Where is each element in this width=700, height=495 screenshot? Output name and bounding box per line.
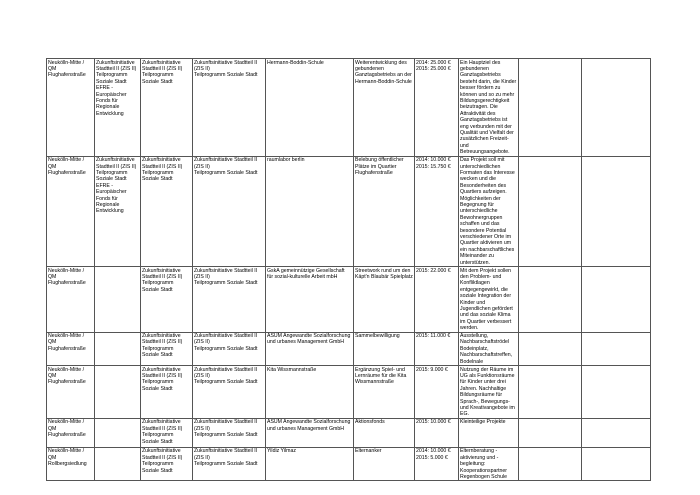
empty-cell	[582, 366, 651, 419]
project-title-cell: Sammelbewilligung	[354, 332, 415, 366]
district-cell: Neukölln-Mitte / QM Flughafenstraße	[47, 418, 95, 447]
empty-cell	[519, 267, 582, 333]
sub-program-cell: Zukunftsinitiative Stadtteil II (ZIS II) Teilprogramm Soziale Stadt	[193, 59, 266, 157]
empty-cell	[582, 59, 651, 157]
description-cell: Ausstellung, Nachbarschaftströdel Bodeinplatz, Nachbarschaftstreffen, Bodelnale	[459, 332, 519, 366]
organization-cell: ASUM Angewandte Sozialforschung und urbanes Management GmbH	[266, 418, 354, 447]
empty-cell	[519, 418, 582, 447]
description-cell: Elternberatung - aktivierung und -begleitung: Kooperationspartner Regenbogen Schule	[459, 447, 519, 481]
funding-table	[46, 58, 651, 481]
district-cell: Neukölln-Mitte / QM Flughafenstraße	[47, 267, 95, 333]
organization-cell: raumlabor berlin	[266, 156, 354, 266]
empty-cell	[582, 418, 651, 447]
program-cell	[95, 366, 141, 419]
funding-program-cell: Zukunftsinitiative Stadtteil II (ZIS II) Teilprogramm Soziale Stadt	[141, 418, 193, 447]
sub-program-cell: Zukunftsinitiative Stadtteil II (ZIS II) Teilprogramm Soziale Stadt	[193, 332, 266, 366]
project-title-cell: Weiterentwicklung des gebundenen Ganztagsbetriebs an der Hermann-Boddin-Schule	[354, 59, 415, 157]
district-cell: Neukölln-Mitte / QM Rollbergsiedlung	[47, 447, 95, 481]
table-row	[47, 332, 651, 366]
empty-cell	[582, 267, 651, 333]
amount-cell: 2015: 22.000 €	[415, 267, 459, 333]
amount-cell: 2014: 25.000 € 2015: 25.000 €	[415, 59, 459, 157]
empty-cell	[519, 156, 582, 266]
district-cell: Neukölln-Mitte / QM Flughafenstraße	[47, 59, 95, 157]
funding-program-cell: Zukunftsinitiative Stadtteil II (ZIS II) Teilprogramm Soziale Stadt	[141, 59, 193, 157]
sub-program-cell: Zukunftsinitiative Stadtteil II (ZIS II) Teilprogramm Soziale Stadt	[193, 156, 266, 266]
organization-cell: GskA gemeinnützige Gesellschaft für sozial-kulturelle Arbeit mbH	[266, 267, 354, 333]
funding-program-cell: Zukunftsinitiative Stadtteil II (ZIS II) Teilprogramm Soziale Stadt	[141, 267, 193, 333]
program-cell: Zukunftsinitiative Stadtteil II (ZIS II) Teilprogramm Soziale Stadt EFRE - Europäischer Fonds für Regionale Entwicklung	[95, 59, 141, 157]
amount-cell: 2015: 11.000 €	[415, 332, 459, 366]
program-cell	[95, 267, 141, 333]
amount-cell: 2015: 9.000 €	[415, 366, 459, 419]
table-row	[47, 156, 651, 266]
table-row	[47, 59, 651, 157]
amount-cell: 2014: 10.000 € 2015: 15.750 €	[415, 156, 459, 266]
sub-program-cell: Zukunftsinitiative Stadtteil II (ZIS II) Teilprogramm Soziale Stadt	[193, 267, 266, 333]
district-cell: Neukölln-Mitte / QM Flughafenstraße	[47, 156, 95, 266]
description-cell: Nutzung der Räume im UG als Funktionsräume für Kinder unter drei Jahren. Nachhaltige Bildungsräume für Sprach-, Bewegungs- und Kreativangebote im EG.	[459, 366, 519, 419]
table-row	[47, 366, 651, 419]
description-cell: Mit dem Projekt sollen den Problem- und Konfliktlagen entgegengewirkt, die soziale Integration der Kinder und Jugendlichen gefördert und das soziale Klima im Quartier verbessert werden.	[459, 267, 519, 333]
organization-cell: Hermann-Boddin-Schule	[266, 59, 354, 157]
organization-cell: Yildiz Yilmaz	[266, 447, 354, 481]
empty-cell	[582, 156, 651, 266]
sub-program-cell: Zukunftsinitiative Stadtteil II (ZIS II) Teilprogramm Soziale Stadt	[193, 418, 266, 447]
district-cell: Neukölln-Mitte / QM Flughafenstraße	[47, 332, 95, 366]
table-row	[47, 267, 651, 333]
funding-program-cell: Zukunftsinitiative Stadtteil II (ZIS II) Teilprogramm Soziale Stadt	[141, 366, 193, 419]
empty-cell	[519, 59, 582, 157]
project-title-cell: Ergänzung Spiel- und Lernräume für die Kita Wissmannstraße	[354, 366, 415, 419]
organization-cell: ASUM Angewandte Sozialforschung und urbanes Management GmbH	[266, 332, 354, 366]
sub-program-cell: Zukunftsinitiative Stadtteil II (ZIS II) Teilprogramm Soziale Stadt	[193, 447, 266, 481]
empty-cell	[582, 332, 651, 366]
project-title-cell: Streetwork rund um den Käpt'n Blaubär Spielplatz	[354, 267, 415, 333]
project-title-cell: Belebung öffentlicher Plätze im Quartier Flughafenstraße	[354, 156, 415, 266]
amount-cell: 2014: 10.000 € 2015: 5.000 €	[415, 447, 459, 481]
empty-cell	[519, 332, 582, 366]
funding-program-cell: Zukunftsinitiative Stadtteil II (ZIS II) Teilprogramm Soziale Stadt	[141, 156, 193, 266]
district-cell: Neukölln-Mitte / QM Flughafenstraße	[47, 366, 95, 419]
description-cell: Ein Hauptziel des gebundenen Ganztagsbetriebs besteht darin, die Kinder besser fördern zu können und so zu mehr Bildungsgerechtigkeit beizutragen. Die Attraktivität des Ganztagsbetriebs ist eng verbunden mit der Qualität und Vielfalt der zusätzlichen Freizeit- und Betreuungsangebote.	[459, 59, 519, 157]
description-cell: Das Projekt soll mit unterschiedlichen Formaten das Interesse wecken und die Besonderheiten des Quartiers aufzeigen. Möglichkeiten der Begegnung für unterschiedliche Bewohnergruppen schaffen und das besondere Potential verschiedener Orte im Quartier aktivieren um ein nachbarschaftliches Miteinander zu unterstützen.	[459, 156, 519, 266]
description-cell: Kleinteilige Projekte	[459, 418, 519, 447]
empty-cell	[519, 366, 582, 419]
amount-cell: 2015: 10.000 €	[415, 418, 459, 447]
program-cell: Zukunftsinitiative Stadtteil II (ZIS II) Teilprogramm Soziale Stadt EFRE - Europäischer Fonds für Regionale Entwicklung	[95, 156, 141, 266]
table-row	[47, 418, 651, 447]
program-cell	[95, 332, 141, 366]
program-cell	[95, 447, 141, 481]
funding-program-cell: Zukunftsinitiative Stadtteil II (ZIS II) Teilprogramm Soziale Stadt	[141, 332, 193, 366]
empty-cell	[582, 447, 651, 481]
project-title-cell: Elternanker	[354, 447, 415, 481]
program-cell	[95, 418, 141, 447]
organization-cell: Kita Wissmannstraße	[266, 366, 354, 419]
sub-program-cell: Zukunftsinitiative Stadtteil II (ZIS II) Teilprogramm Soziale Stadt	[193, 366, 266, 419]
empty-cell	[519, 447, 582, 481]
project-title-cell: Aktionsfonds	[354, 418, 415, 447]
table-row	[47, 447, 651, 481]
funding-program-cell: Zukunftsinitiative Stadtteil II (ZIS II) Teilprogramm Soziale Stadt	[141, 447, 193, 481]
